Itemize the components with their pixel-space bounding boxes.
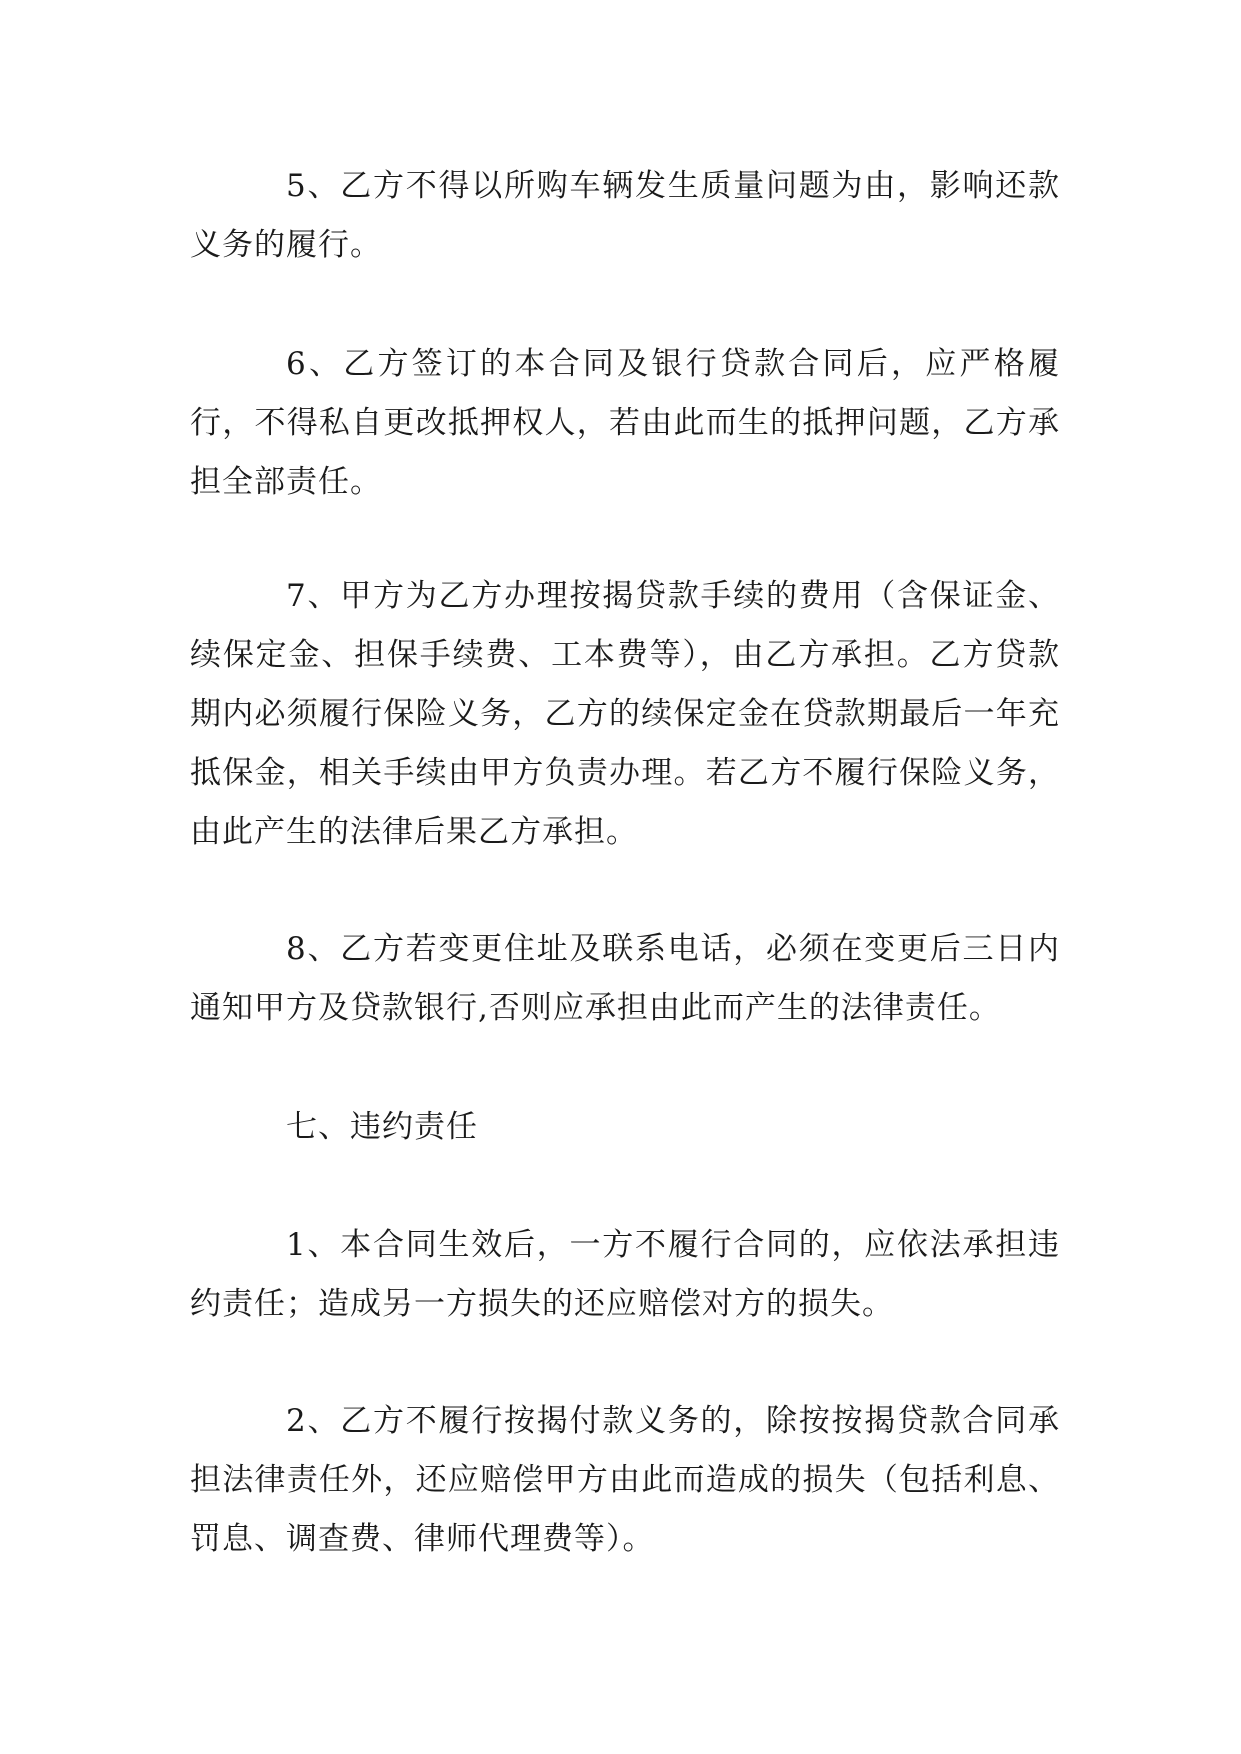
clause-8-paragraph: 8、乙方若变更住址及联系电话，必须在变更后三日内通知甲方及贷款银行,否则应承担由此而产生的法律责任。 xyxy=(190,931,1060,1026)
clause-6-paragraph: 6、乙方签订的本合同及银行贷款合同后，应严格履行，不得私自更改抵押权人，若由此而生的抵押问题，乙方承担全部责任。 xyxy=(190,346,1060,500)
clause-7-paragraph: 7、甲方为乙方办理按揭贷款手续的费用（含保证金、续保定金、担保手续费、工本费等），由乙方承担。乙方贷款期内必须履行保险义务，乙方的续保定金在贷款期最后一年充抵保金，相关手续由甲方负责办理。若乙方不履行保险义务，由此产生的法律后果乙方承担。 xyxy=(190,578,1060,850)
breach-clause-2-paragraph: 2、乙方不履行按揭付款义务的，除按按揭贷款合同承担法律责任外，还应赔偿甲方由此而造成的损失（包括利息、罚息、调查费、律师代理费等）。 xyxy=(190,1403,1060,1557)
breach-clause-1-paragraph: 1、本合同生效后，一方不履行合同的，应依法承担违约责任；造成另一方损失的还应赔偿对方的损失。 xyxy=(190,1227,1060,1322)
clause-5-paragraph: 5、乙方不得以所购车辆发生质量问题为由，影响还款义务的履行。 xyxy=(190,168,1060,263)
section-heading-breach-liability: 七、违约责任 xyxy=(286,1109,478,1145)
